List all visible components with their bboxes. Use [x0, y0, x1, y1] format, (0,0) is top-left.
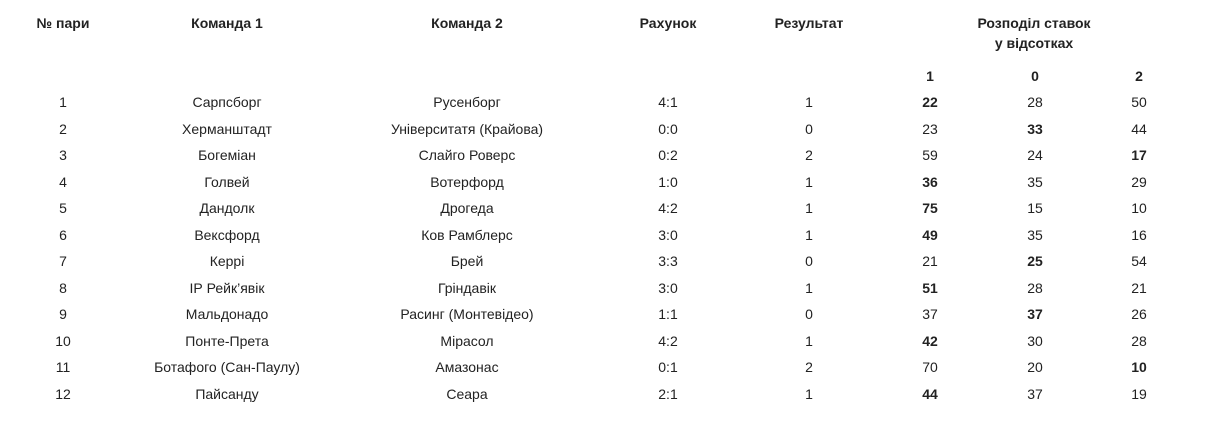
cell-bet-1: 49 [922, 226, 938, 243]
cell-result: 1 [805, 200, 813, 216]
cell-bet-2: 17 [1131, 147, 1147, 163]
cell-result: 1 [805, 94, 813, 110]
cell-result: 1 [805, 332, 813, 349]
cell-bet-0: 33 [1027, 120, 1043, 137]
cell-bet-2: 16 [1131, 226, 1147, 243]
cell-pair-no: 7 [59, 253, 67, 269]
cell-bet-0: 25 [1027, 253, 1043, 269]
cell-bet-0: 28 [1027, 279, 1043, 296]
cell-bet-0: 35 [1027, 226, 1043, 243]
cell-pair-no: 9 [59, 306, 67, 322]
cell-bet-0: 20 [1027, 359, 1043, 375]
cell-team1: Херманштадт [182, 120, 272, 137]
table-row [8, 142, 1188, 169]
results-table [8, 10, 1188, 407]
cell-score: 0:0 [658, 120, 678, 137]
cell-team2: Амазонас [435, 359, 499, 375]
table-row [8, 222, 1188, 249]
cell-team1: Богеміан [198, 147, 256, 163]
cell-bet-1: 23 [922, 120, 938, 137]
cell-team1: Понте-Прета [185, 332, 269, 349]
cell-team1: Мальдонадо [185, 306, 269, 322]
cell-bet-2: 44 [1131, 120, 1147, 137]
cell-bet-1: 44 [922, 385, 938, 402]
cell-bet-1: 21 [922, 253, 938, 269]
cell-team2: Дрогеда [440, 200, 494, 216]
header-team2: Команда 2 [431, 15, 503, 31]
table-row [8, 354, 1188, 381]
cell-team2: Ков Рамблерс [421, 226, 513, 243]
cell-bet-2: 26 [1131, 306, 1147, 322]
cell-pair-no: 3 [59, 147, 67, 163]
cell-pair-no: 12 [55, 385, 71, 402]
cell-pair-no: 4 [59, 173, 67, 190]
cell-bet-2: 19 [1131, 385, 1147, 402]
cell-bet-0: 28 [1027, 94, 1043, 110]
table-row [8, 328, 1188, 355]
cell-team2: Расинг (Монтевідео) [400, 306, 534, 322]
cell-result: 0 [805, 306, 813, 322]
cell-bet-0: 37 [1027, 385, 1043, 402]
cell-bet-0: 15 [1027, 200, 1043, 216]
cell-pair-no: 2 [59, 120, 67, 137]
cell-bet-2: 10 [1131, 359, 1147, 375]
cell-bet-1: 51 [922, 279, 938, 296]
table-row [8, 169, 1188, 196]
cell-score: 1:0 [658, 173, 678, 190]
cell-team2: Гріндавік [437, 279, 497, 296]
cell-team2: Мірасол [440, 332, 494, 349]
header-bet-0: 0 [1031, 68, 1039, 84]
cell-team2: Вотерфорд [430, 173, 504, 190]
cell-pair-no: 11 [55, 359, 71, 375]
cell-bet-2: 28 [1131, 332, 1147, 349]
cell-score: 4:1 [658, 94, 678, 110]
header-subrow [8, 63, 1188, 89]
cell-score: 0:2 [658, 147, 678, 163]
cell-score: 1:1 [658, 306, 678, 322]
header-bets-line1: Розподіл ставок [977, 15, 1091, 31]
header-bets-distribution [880, 10, 1188, 63]
cell-pair-no: 8 [59, 279, 67, 296]
cell-bet-1: 70 [922, 359, 938, 375]
header-pair-no: № пари [36, 15, 90, 31]
cell-team1: ІР Рейк’явік [189, 279, 265, 296]
cell-score: 3:0 [658, 279, 678, 296]
cell-result: 0 [805, 120, 813, 137]
cell-bet-0: 37 [1027, 306, 1043, 322]
cell-team1: Дандолк [199, 200, 255, 216]
cell-pair-no: 1 [59, 94, 67, 110]
cell-team1: Голвей [204, 173, 250, 190]
cell-score: 3:0 [658, 226, 678, 243]
header-row [8, 10, 1188, 63]
table-row [8, 381, 1188, 408]
table-row [8, 195, 1188, 222]
cell-score: 0:1 [658, 359, 678, 375]
cell-team1: Сарпсборг [192, 94, 262, 110]
cell-score: 4:2 [658, 200, 678, 216]
cell-team2: Сеара [446, 385, 488, 402]
table-row [8, 116, 1188, 143]
header-team1: Команда 1 [191, 15, 263, 31]
cell-team2: Слайго Роверс [418, 147, 516, 163]
cell-team2: Брей [450, 253, 484, 269]
cell-team1: Пайсанду [195, 385, 259, 402]
header-bets-line2: у відсотках [994, 35, 1074, 51]
cell-bet-0: 24 [1027, 147, 1043, 163]
header-bet-2: 2 [1135, 68, 1143, 84]
cell-team2: Університатя (Крайова) [390, 120, 544, 137]
cell-score: 3:3 [658, 253, 678, 269]
cell-result: 2 [805, 359, 813, 375]
cell-bet-1: 59 [922, 147, 938, 163]
cell-pair-no: 6 [59, 226, 67, 243]
cell-bet-1: 37 [922, 306, 938, 322]
cell-bet-1: 22 [922, 94, 938, 110]
table-row [8, 248, 1188, 275]
header-score: Рахунок [639, 15, 697, 31]
cell-bet-2: 29 [1131, 173, 1147, 190]
cell-pair-no: 5 [59, 200, 67, 216]
header-bet-1: 1 [926, 68, 934, 84]
table-row [8, 275, 1188, 302]
table-row [8, 89, 1188, 116]
cell-team1: Вексфорд [194, 226, 260, 243]
cell-score: 4:2 [658, 332, 678, 349]
cell-result: 1 [805, 385, 813, 402]
table-header [8, 10, 1188, 89]
cell-result: 1 [805, 226, 813, 243]
cell-bet-1: 75 [922, 200, 938, 216]
cell-result: 0 [805, 253, 813, 269]
header-result: Результат [774, 15, 844, 31]
cell-bet-2: 10 [1131, 200, 1147, 216]
table-body [8, 89, 1188, 407]
cell-bet-2: 50 [1131, 94, 1147, 110]
cell-team1: Керрі [209, 253, 245, 269]
cell-result: 1 [805, 279, 813, 296]
cell-bet-0: 30 [1027, 332, 1043, 349]
cell-result: 2 [805, 147, 813, 163]
cell-bet-2: 54 [1131, 253, 1147, 269]
cell-bet-1: 42 [922, 332, 938, 349]
cell-bet-0: 35 [1027, 173, 1043, 190]
cell-result: 1 [805, 173, 813, 190]
cell-bet-1: 36 [922, 173, 938, 190]
cell-bet-2: 21 [1131, 279, 1147, 296]
cell-score: 2:1 [658, 385, 678, 402]
cell-team1: Ботафого (Сан-Паулу) [154, 359, 300, 375]
cell-team2: Русенборг [433, 94, 501, 110]
cell-pair-no: 10 [55, 332, 71, 349]
table-row [8, 301, 1188, 328]
